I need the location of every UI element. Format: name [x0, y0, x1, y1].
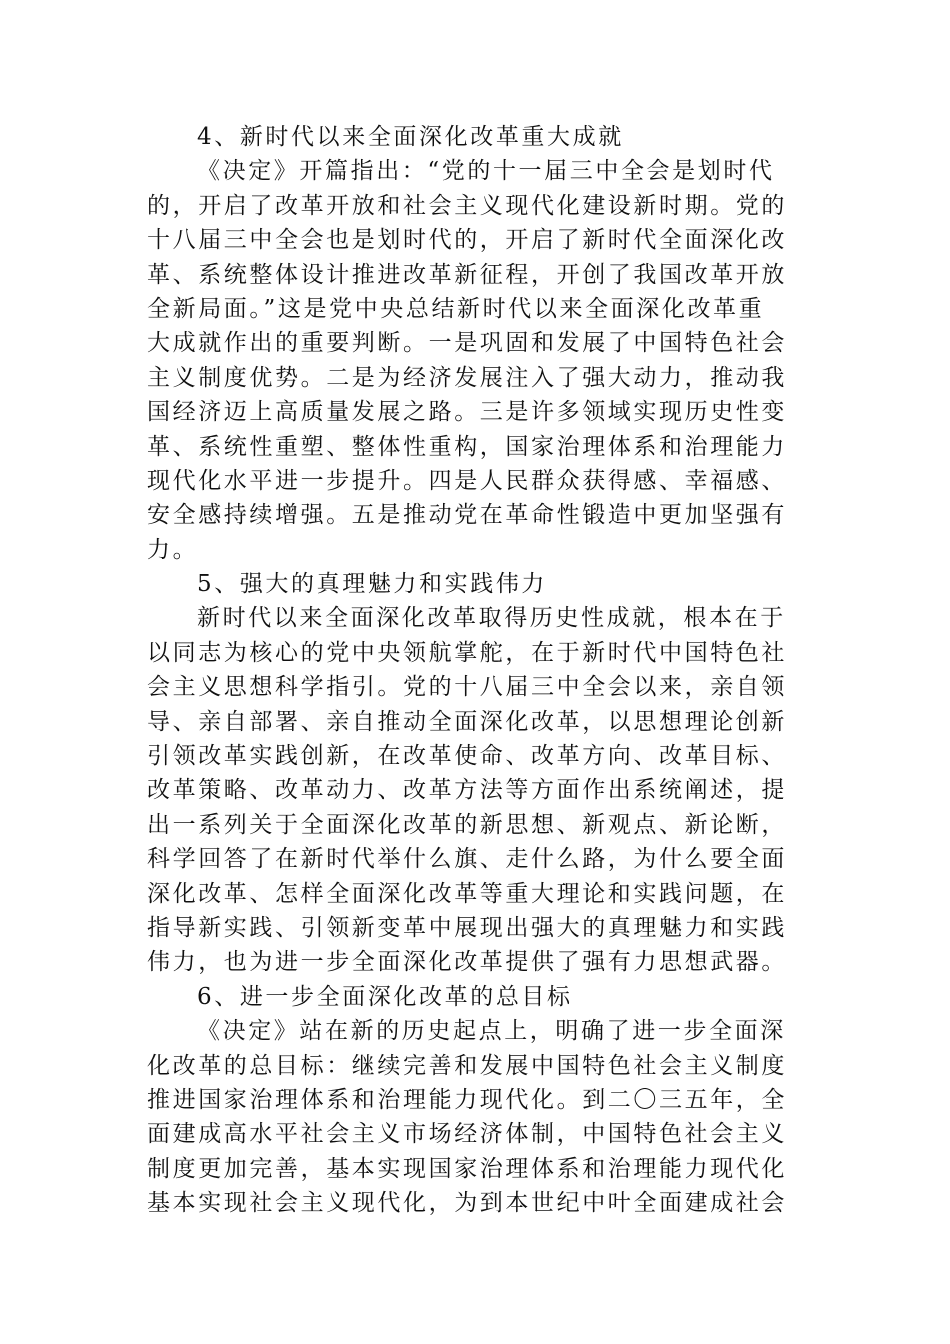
paragraph-line: 出一系列关于全面深化改革的新思想、新观点、新论断，	[147, 811, 787, 838]
paragraph-line: 《决定》站在新的历史起点上，明确了进一步全面深	[197, 1018, 786, 1045]
paragraph-line: 科学回答了在新时代举什么旗、走什么路，为什么要全面	[147, 846, 787, 873]
paragraph-line: 现代化水平进一步提升。四是人民群众获得感、幸福感、	[147, 467, 787, 494]
paragraph-line: 安全感持续增强。五是推动党在革命性锻造中更加坚强有	[147, 502, 787, 529]
paragraph-line: 革、系统性重塑、整体性重构，国家治理体系和治理能力	[147, 433, 787, 460]
paragraph-line: 基本实现社会主义现代化，为到本世纪中叶全面建成社会	[147, 1190, 787, 1217]
paragraph-line: 制度更加完善，基本实现国家治理体系和治理能力现代化	[147, 1155, 787, 1182]
paragraph-line: 引领改革实践创新，在改革使命、改革方向、改革目标、	[147, 743, 787, 770]
paragraph-line: 全新局面。”这是党中央总结新时代以来全面深化改革重	[147, 295, 765, 322]
paragraph-line: 深化改革、怎样全面深化改革等重大理论和实践问题，在	[147, 880, 787, 907]
section-heading-6: 6、进一步全面深化改革的总目标	[197, 983, 573, 1010]
paragraph-line: 导、亲自部署、亲自推动全面深化改革，以思想理论创新	[147, 708, 787, 735]
section-heading-4: 4、新时代以来全面深化改革重大成就	[197, 124, 624, 150]
paragraph-line: 推进国家治理体系和治理能力现代化。到二〇三五年，全	[147, 1086, 787, 1113]
paragraph-line: 大成就作出的重要判断。一是巩固和发展了中国特色社会	[147, 330, 787, 357]
paragraph-line: 以同志为核心的党中央领航掌舵，在于新时代中国特色社	[147, 639, 787, 666]
document-body	[147, 120, 807, 1221]
paragraph-line: 化改革的总目标：继续完善和发展中国特色社会主义制度	[147, 1052, 787, 1079]
paragraph-line: 十八届三中全会也是划时代的，开启了新时代全面深化改	[147, 227, 787, 254]
paragraph-line: 《决定》开篇指出：“党的十一届三中全会是划时代	[197, 158, 775, 185]
paragraph-line: 主义制度优势。二是为经济发展注入了强大动力，推动我	[147, 364, 787, 391]
paragraph-line: 新时代以来全面深化改革取得历史性成就，根本在于	[197, 605, 786, 632]
paragraph-line: 会主义思想科学指引。党的十八届三中全会以来，亲自领	[147, 674, 787, 701]
paragraph-line: 力。	[147, 536, 199, 563]
paragraph-line: 面建成高水平社会主义市场经济体制，中国特色社会主义	[147, 1121, 787, 1148]
section-heading-5: 5、强大的真理魅力和实践伟力	[197, 571, 548, 598]
paragraph-line: 革、系统整体设计推进改革新征程，开创了我国改革开放	[147, 261, 787, 288]
paragraph-line: 伟力，也为进一步全面深化改革提供了强有力思想武器。	[147, 949, 787, 976]
paragraph-line: 指导新实践、引领新变革中展现出强大的真理魅力和实践	[147, 914, 787, 941]
paragraph-line: 国经济迈上高质量发展之路。三是许多领域实现历史性变	[147, 399, 787, 426]
paragraph-line: 的，开启了改革开放和社会主义现代化建设新时期。党的	[147, 192, 787, 219]
paragraph-line: 改革策略、改革动力、改革方法等方面作出系统阐述，提	[147, 777, 787, 804]
